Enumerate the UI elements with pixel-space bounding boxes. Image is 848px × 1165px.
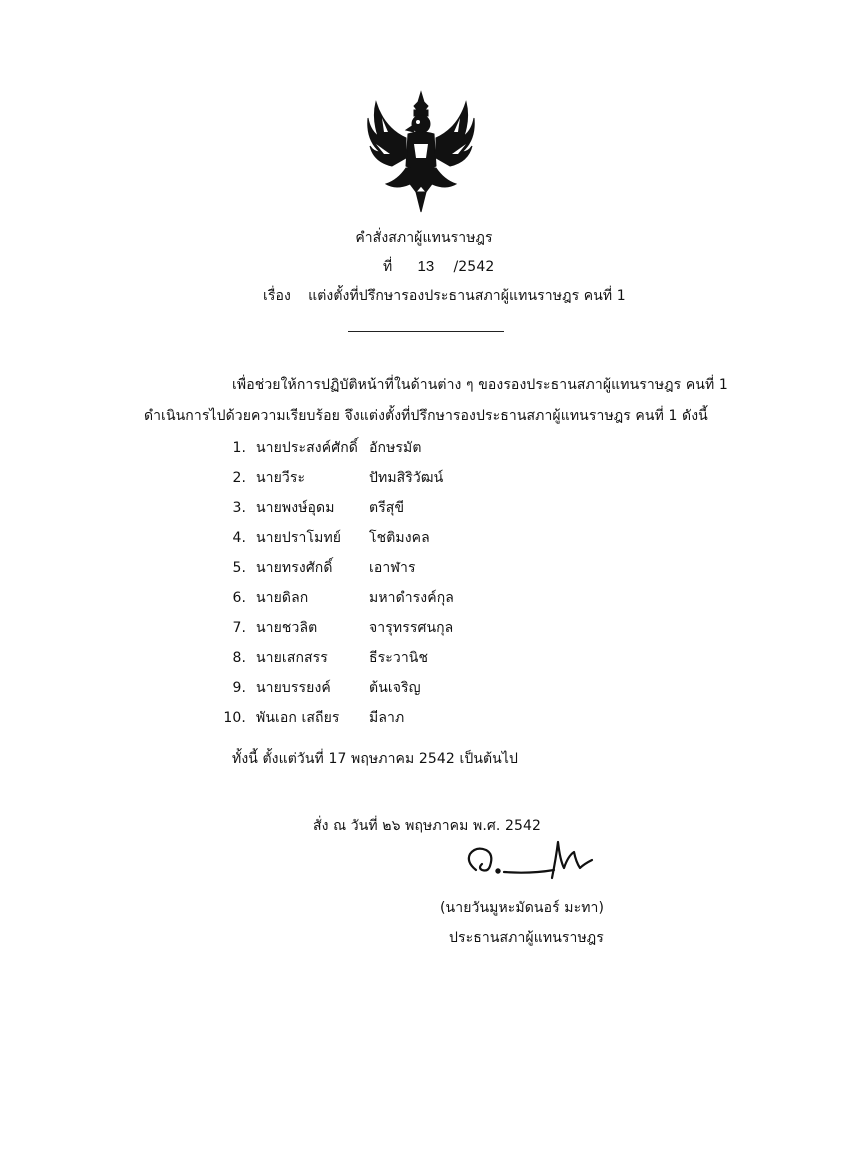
effective-date: ทั้งนี้ ตั้งแต่วันที่ 17 พฤษภาคม 2542 เป็นต้นไป [232,751,518,767]
garuda-emblem [362,88,480,214]
appointee-number: 2. [232,470,246,486]
signature [460,838,600,890]
appointee-last-name: ปัทมสิริวัฒน์ [369,470,444,486]
paragraph-line-2: ดำเนินการไปด้วยความเรียบร้อย จึงแต่งตั้งที่ปรึกษารองประธานสภาผู้แทนราษฎร คนที่ 1 ดังนี้ [144,408,708,424]
appointee-first-name: นายเสกสรร [256,650,328,666]
appointee-first-name: นายวีระ [256,470,306,486]
order-number-line [383,258,494,276]
appointee-first-name: นายชวลิต [256,620,318,636]
order-number-prefix: ที่ [383,259,393,275]
appointee-last-name: ต้นเจริญ [369,680,421,696]
subject-text: แต่งตั้งที่ปรึกษารองประธานสภาผู้แทนราษฎร คนที่ 1 [308,288,626,304]
appointee-number: 7. [232,620,246,636]
subject-line [263,287,626,305]
order-year: /2542 [453,259,495,275]
appointee-number: 5. [232,560,246,576]
appointee-first-name: นายทรงศักดิ์ [256,560,333,576]
appointee-last-name: เอาฬาร [369,560,416,576]
appointee-first-name: นายพงษ์อุดม [256,500,335,516]
appointee-last-name: ธีระวานิช [369,650,429,666]
appointee-first-name: นายบรรยงค์ [256,680,331,696]
appointee-last-name: ตรีสุขี [369,500,405,516]
appointee-number: 10. [223,710,246,726]
appointee-last-name: มหาดำรงค์กุล [369,590,454,606]
appointee-number: 9. [232,680,246,696]
appointee-first-name: พันเอก เสถียร [256,710,340,726]
appointee-first-name: นายประสงค์ศักดิ์ [256,440,358,456]
appointee-last-name: อักษรมัต [369,440,422,456]
signatory-title: ประธานสภาผู้แทนราษฎร [449,930,604,946]
appointee-last-name: โชติมงคล [369,530,430,546]
paragraph-line-1: เพื่อช่วยให้การปฏิบัติหน้าที่ในด้านต่าง ๆ ของรองประธานสภาผู้แทนราษฎร คนที่ 1 [232,377,728,393]
appointee-number: 6. [232,590,246,606]
appointee-first-name: นายปราโมทย์ [256,530,342,546]
appointee-number: 1. [232,440,246,456]
appointee-first-name: นายดิลก [256,590,309,606]
appointee-number: 4. [232,530,246,546]
appointee-last-name: มีลาภ [369,710,405,726]
subject-label: เรื่อง [263,288,291,304]
appointee-number: 3. [232,500,246,516]
ordered-date: สั่ง ณ วันที่ ๒๖ พฤษภาคม พ.ศ. 2542 [313,818,542,834]
appointee-last-name: จารุทรรศนกุล [369,620,454,636]
appointee-number: 8. [232,650,246,666]
signatory-name: (นายวันมูหะมัดนอร์ มะทา) [440,900,605,916]
order-title: คำสั่งสภาผู้แทนราษฎร [355,230,493,246]
header-divider [348,331,504,332]
order-number: 13 [417,258,435,275]
